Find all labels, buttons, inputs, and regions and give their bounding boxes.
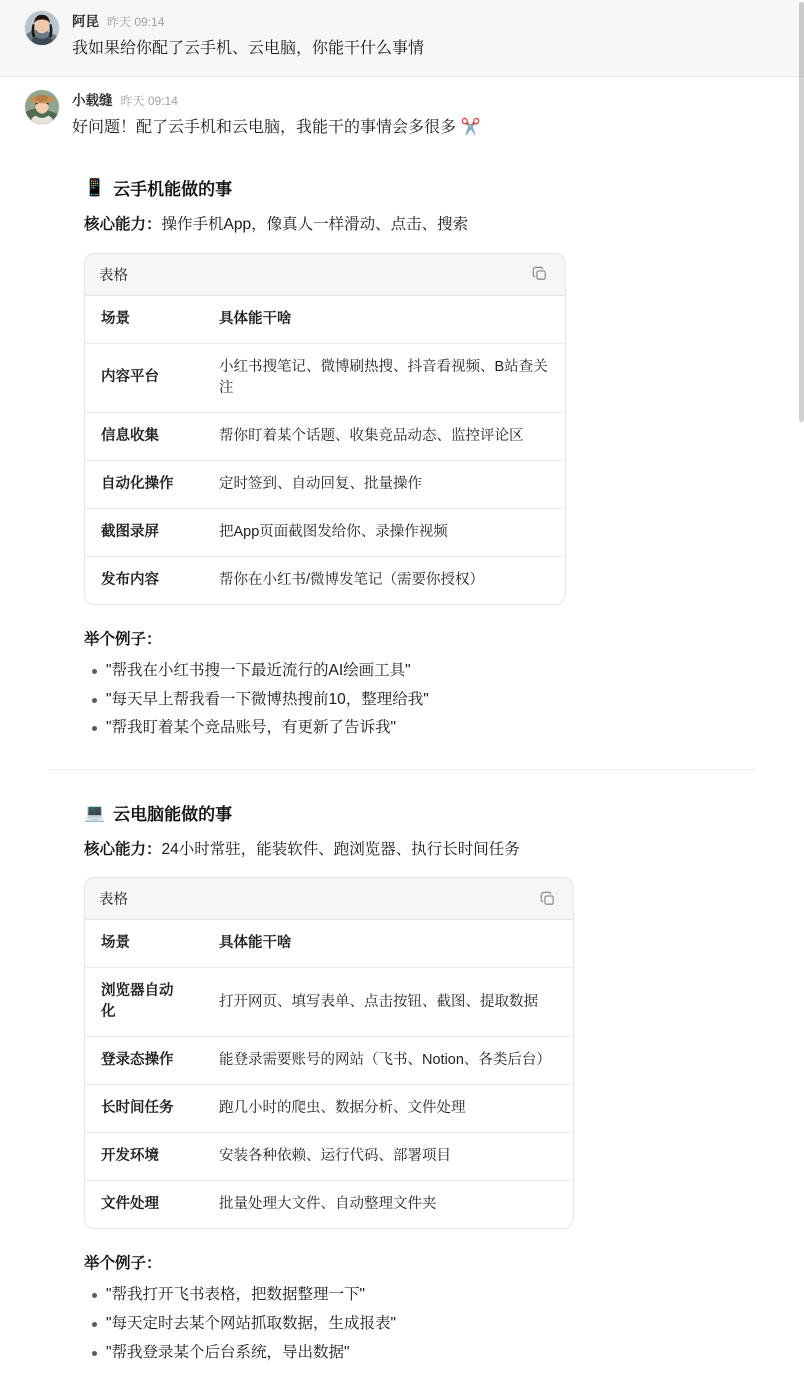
mobile-phone-icon: 📱 bbox=[84, 178, 106, 198]
table-phone-r3-c0: 截图录屏 bbox=[85, 508, 203, 556]
section-title-phone-label: 云手机能做的事 bbox=[113, 180, 233, 200]
assistant-message-body bbox=[72, 89, 780, 141]
table-phone-header-row bbox=[85, 296, 565, 344]
table-computer-r2-c1: 跑几小时的爬虫、数据分析、文件处理 bbox=[203, 1085, 573, 1133]
list-item: "帮我登录某个后台系统，导出数据" bbox=[104, 1339, 780, 1368]
avatar-user[interactable] bbox=[24, 10, 60, 46]
copy-icon[interactable] bbox=[529, 263, 551, 285]
scrollbar-thumb[interactable] bbox=[799, 2, 804, 422]
assistant-message bbox=[0, 77, 804, 145]
user-message bbox=[0, 0, 804, 77]
avatar-user-image bbox=[25, 11, 59, 45]
table-computer-r4-c0: 文件处理 bbox=[101, 1196, 159, 1213]
table-computer-r1-c1: 能登录需要账号的网站（飞书、Notion、各类后台） bbox=[203, 1037, 573, 1085]
user-timestamp: 昨天 09:14 bbox=[107, 15, 165, 29]
table-phone-r2-c1: 定时签到、自动回复、批量操作 bbox=[203, 460, 565, 508]
table-phone bbox=[85, 296, 565, 604]
table-phone-r1-c0: 信息收集 bbox=[85, 412, 203, 460]
table-computer-r2-c0: 长时间任务 bbox=[85, 1085, 203, 1133]
scrollbar[interactable] bbox=[799, 0, 804, 1157]
capability-computer bbox=[84, 837, 780, 863]
table-phone-r3-c1: 把App页面截图发给你、录操作视频 bbox=[203, 508, 565, 556]
table-phone-col1-header: 场景 bbox=[85, 296, 203, 344]
list-item: "帮我打开飞书表格，把数据整理一下" bbox=[104, 1281, 780, 1310]
capability-computer-text: 24小时常驻，能装软件、跑浏览器、执行长时间任务 bbox=[161, 840, 520, 858]
table-row bbox=[85, 1181, 573, 1229]
table-computer-header-row bbox=[85, 920, 573, 968]
table-row bbox=[85, 1085, 573, 1133]
table-row bbox=[85, 968, 573, 1037]
assistant-timestamp: 昨天 09:14 bbox=[120, 94, 178, 109]
table-row bbox=[85, 343, 565, 412]
assistant-message-meta bbox=[72, 89, 780, 109]
table-phone-r4-c1: 帮你在小红书/微博发笔记（需要你授权） bbox=[219, 571, 485, 588]
table-phone-r2-c0: 自动化操作 bbox=[85, 460, 203, 508]
copy-icon[interactable] bbox=[537, 888, 559, 910]
list-item: "帮我盯着某个竞品账号，有更新了告诉我" bbox=[104, 714, 780, 743]
table-computer-r4-c1: 批量处理大文件、自动整理文件夹 bbox=[219, 1196, 437, 1213]
table-row bbox=[85, 508, 565, 556]
list-item: "每天定时去某个网站抓取数据，生成报表" bbox=[104, 1310, 780, 1339]
table-row bbox=[85, 1037, 573, 1085]
table-computer bbox=[85, 920, 573, 1228]
examples-title-computer: 举个例子： bbox=[84, 1255, 162, 1273]
capability-phone-text: 操作手机App，像真人一样滑动、点击、搜索 bbox=[161, 216, 469, 234]
table-card-phone-label: 表格 bbox=[99, 267, 128, 284]
table-computer-r0-c0: 浏览器自动化 bbox=[85, 968, 203, 1037]
list-item: "每天早上帮我看一下微博热搜前10，整理给我" bbox=[104, 686, 780, 715]
table-card-computer bbox=[84, 877, 574, 1229]
avatar-assistant-image bbox=[25, 90, 59, 124]
section-title-phone bbox=[84, 175, 780, 200]
table-row bbox=[85, 412, 565, 460]
section-title-computer-label: 云电脑能做的事 bbox=[113, 804, 233, 824]
table-computer-r1-c0: 登录态操作 bbox=[85, 1037, 203, 1085]
user-author-name: 阿昆 bbox=[72, 14, 99, 29]
table-computer-r0-c1: 打开网页、填写表单、点击按钮、截图、提取数据 bbox=[203, 968, 573, 1037]
assistant-message-text: 好问题！配了云手机和云电脑，我能干的事情会多很多 ✂️ bbox=[72, 119, 481, 137]
table-phone-col2-header: 具体能干啥 bbox=[203, 296, 565, 344]
table-computer-col1-header: 场景 bbox=[85, 920, 203, 968]
capability-phone bbox=[84, 212, 780, 238]
assistant-author-name: 小载缝 bbox=[72, 93, 113, 109]
user-message-text: 我如果给你配了云手机、云电脑，你能干什么事情 bbox=[72, 40, 425, 57]
examples-list-phone bbox=[84, 657, 780, 743]
table-row bbox=[85, 460, 565, 508]
table-computer-r3-c1: 安装各种依赖、运行代码、部署项目 bbox=[203, 1133, 573, 1181]
table-computer-r3-c0: 开发环境 bbox=[85, 1133, 203, 1181]
capability-computer-label: 核心能力： bbox=[84, 840, 162, 858]
section-title-computer bbox=[84, 800, 780, 825]
table-card-computer-header bbox=[85, 878, 573, 920]
capability-phone-label: 核心能力： bbox=[84, 216, 162, 234]
user-message-body bbox=[72, 10, 780, 62]
list-item: "帮我在小红书搜一下最近流行的AI绘画工具" bbox=[104, 657, 780, 686]
section-divider bbox=[48, 769, 756, 770]
table-phone-r0-c1: 小红书搜笔记、微博刷热搜、抖音看视频、B站查关注 bbox=[203, 343, 565, 412]
avatar-assistant[interactable] bbox=[24, 89, 60, 125]
table-phone-r0-c0: 内容平台 bbox=[85, 343, 203, 412]
table-phone-r1-c1: 帮你盯着某个话题、收集竞品动态、监控评论区 bbox=[203, 412, 565, 460]
examples-title-phone: 举个例子： bbox=[84, 630, 162, 648]
laptop-icon: 💻 bbox=[84, 802, 106, 822]
table-card-phone bbox=[84, 253, 566, 605]
user-message-meta bbox=[72, 10, 780, 30]
table-row bbox=[85, 556, 565, 604]
table-phone-r4-c0: 发布内容 bbox=[101, 571, 159, 588]
table-computer-col2-header: 具体能干啥 bbox=[203, 920, 573, 968]
assistant-rich-content bbox=[0, 175, 804, 1387]
examples-list-computer bbox=[84, 1281, 780, 1367]
table-card-computer-label: 表格 bbox=[99, 892, 128, 909]
table-card-phone-header bbox=[85, 254, 565, 296]
